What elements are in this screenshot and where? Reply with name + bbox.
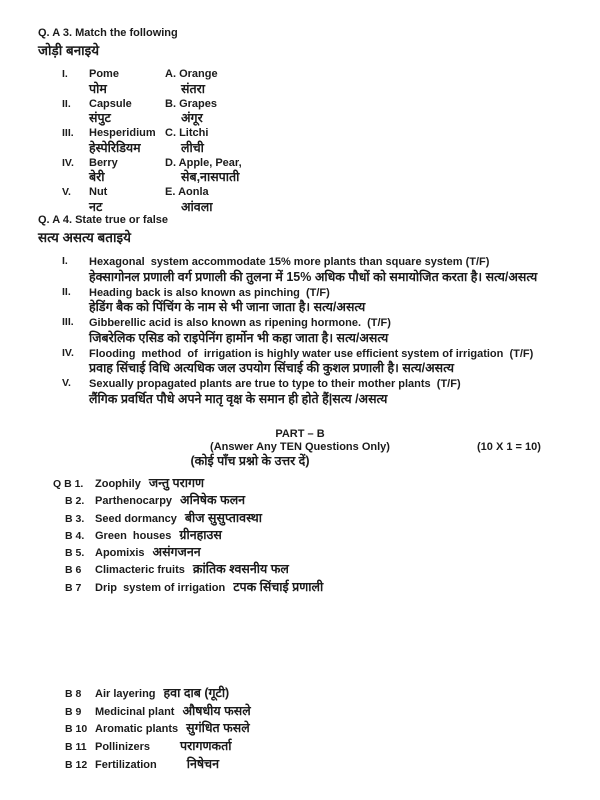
question-label: B 9 xyxy=(65,705,82,718)
tf-statement-hi: हेडिंग बैक को पिंचिंग के नाम से भी जाना जाता है। सत्य/असत्य xyxy=(89,300,366,314)
match-term xyxy=(89,157,165,185)
match-option xyxy=(165,127,242,155)
question-label: B 7 xyxy=(65,581,82,594)
question-label: B 8 xyxy=(65,688,82,700)
question-label: B 3. xyxy=(65,512,85,525)
match-option-letter: D. xyxy=(165,156,176,169)
match-option xyxy=(165,157,242,185)
match-option-letter: C. xyxy=(165,127,176,139)
match-numeral: II. xyxy=(62,97,71,110)
question-term-hi: हवा दाब (गूटी) xyxy=(163,686,230,700)
part-b-question-list-top xyxy=(53,474,323,595)
match-row xyxy=(62,68,242,96)
match-option-hi: आंवला xyxy=(181,199,213,214)
match-option xyxy=(165,68,242,96)
question-term-hi: टपक सिंचाई प्रणाली xyxy=(233,579,324,594)
match-option-letter: A. xyxy=(165,68,176,80)
question-term-hi: असंगजनन xyxy=(152,545,201,560)
match-row xyxy=(62,127,242,155)
true-false-item xyxy=(62,286,578,316)
part-b-instruction-en: (Answer Any TEN Questions Only) xyxy=(210,441,390,453)
question-term-hi: निषेचन xyxy=(186,756,220,771)
tf-text xyxy=(89,316,578,346)
question-term-hi: औषधीय फसले xyxy=(182,703,251,718)
tf-text xyxy=(89,255,578,285)
question-row xyxy=(53,755,251,773)
question-label: B 6 xyxy=(65,564,82,577)
tf-statement-hi: हेक्सागोनल प्रणाली वर्ग प्रणाली की तुलना में 15% अधिक पौधों को समायोजित करता है। सत्य/असत्य xyxy=(89,269,538,284)
match-term-en: Nut xyxy=(89,186,108,198)
question-row xyxy=(53,543,323,560)
match-term-hi: पोम xyxy=(89,81,107,96)
question-term-en: Apomixis xyxy=(95,547,145,560)
match-term-en: Capsule xyxy=(89,97,132,110)
tf-numeral: IV. xyxy=(62,346,74,359)
question-term-hi: सुगंधित फसले xyxy=(186,721,250,736)
match-term-hi: हेस्पेरिडियम xyxy=(89,140,141,155)
question-label: B 10 xyxy=(65,723,88,736)
question-term-en: Pollinizers xyxy=(95,741,151,754)
true-false-item xyxy=(62,347,578,377)
match-row xyxy=(62,98,242,126)
question-term-en: Air layering xyxy=(95,688,156,700)
match-option xyxy=(165,186,242,214)
question-term-hi: अनिषेक फलन xyxy=(180,493,246,508)
question-row xyxy=(53,560,323,577)
match-option-en: Aonla xyxy=(178,186,209,198)
question-term-en: Fertilization xyxy=(95,758,157,771)
match-option-en: Orange xyxy=(179,68,218,80)
true-false-item xyxy=(62,316,578,346)
question-label: B 12 xyxy=(65,758,88,771)
question-row xyxy=(53,491,323,508)
question-term-en: Parthenocarpy xyxy=(95,495,173,508)
question-label: B 11 xyxy=(65,741,87,754)
part-b-instruction-hi: (कोई पाँच प्रश्नो के उत्तर दें) xyxy=(190,454,310,468)
match-option-en: Litchi xyxy=(179,127,209,139)
match-option-letter: B. xyxy=(165,97,176,110)
match-term-hi: बेरी xyxy=(89,170,105,184)
tf-numeral: III. xyxy=(62,316,74,328)
tf-text xyxy=(89,377,578,407)
tf-text xyxy=(89,347,578,377)
tf-statement-en: Hexagonal system accommodate 15% more plants than square system (T/F) xyxy=(89,256,490,268)
question-term-en: Drip system of irrigation xyxy=(95,581,226,594)
question-term-en: Climacteric fruits xyxy=(95,564,185,577)
part-b-title: PART – B xyxy=(275,428,325,440)
match-term xyxy=(89,186,165,214)
question-label: B 2. xyxy=(65,495,85,508)
question-term-hi: ग्रीनहाउस xyxy=(179,527,222,542)
match-term xyxy=(89,68,165,96)
part-b-question-list-bottom xyxy=(53,684,251,772)
match-option-en: Grapes xyxy=(179,97,217,110)
qa3-heading-hindi: जोड़ी बनाइये xyxy=(38,43,100,58)
qa3-heading: Q. A 3. Match the following xyxy=(38,27,178,39)
question-term-hi: जन्तु परागण xyxy=(148,476,205,490)
match-row xyxy=(62,157,242,185)
match-term-hi: संपुट xyxy=(89,111,111,125)
match-term-en: Pome xyxy=(89,68,119,80)
match-option-hi: अंगूर xyxy=(181,111,203,125)
tf-statement-hi: जिबरेलिक एसिड को राइपेनिंग हार्मोन भी कहा जाता है। सत्य/असत्य xyxy=(89,330,389,345)
match-numeral: I. xyxy=(62,68,68,80)
question-row xyxy=(53,737,251,755)
match-option-hi: संतरा xyxy=(181,81,205,96)
tf-statement-en: Sexually propagated plants are true to type to their mother plants (T/F) xyxy=(89,378,461,390)
match-term xyxy=(89,98,165,126)
question-row xyxy=(53,578,323,595)
tf-numeral: II. xyxy=(62,285,71,298)
tf-statement-en: Heading back is also known as pinching (T/F) xyxy=(89,286,330,299)
qa4-heading-hindi: सत्य असत्य बताइये xyxy=(38,230,131,245)
question-label: B 5. xyxy=(65,547,85,560)
match-option-hi: लीची xyxy=(181,140,204,155)
match-row xyxy=(62,186,242,214)
tf-statement-en: Gibberellic acid is also known as ripening hormone. (T/F) xyxy=(89,317,391,329)
match-term-en: Berry xyxy=(89,156,118,169)
match-numeral: III. xyxy=(62,127,74,139)
question-term-hi: बीज सुसुप्तावस्था xyxy=(184,510,262,525)
part-b-marks: (10 X 1 = 10) xyxy=(477,441,541,453)
question-row xyxy=(53,474,323,491)
match-option-letter: E. xyxy=(165,186,176,198)
question-row xyxy=(53,684,251,702)
question-term-en: Green houses xyxy=(95,529,172,542)
match-term-hi: नट xyxy=(89,199,103,214)
tf-numeral: I. xyxy=(62,255,68,267)
question-row xyxy=(53,509,323,526)
match-option xyxy=(165,98,242,126)
qa4-heading: Q. A 4. State true or false xyxy=(38,214,169,226)
tf-statement-hi: लैंगिक प्रवर्धित पौधे अपने मातृ वृक्ष के समान ही होते हैं|सत्य /असत्य xyxy=(89,391,388,406)
true-false-list xyxy=(62,255,578,408)
match-term xyxy=(89,127,165,155)
tf-text xyxy=(89,286,578,316)
true-false-item xyxy=(62,255,578,285)
question-label: B 4. xyxy=(65,529,85,542)
question-row xyxy=(53,702,251,720)
tf-statement-en: Flooding method of irrigation is highly water use efficient system of irrigation (T/F) xyxy=(89,347,534,360)
question-label: Q B 1. xyxy=(53,478,84,490)
question-term-en: Medicinal plant xyxy=(95,705,175,718)
question-term-en: Seed dormancy xyxy=(95,512,177,525)
match-numeral: IV. xyxy=(62,156,74,169)
match-numeral: V. xyxy=(62,186,71,198)
question-term-en: Aromatic plants xyxy=(95,723,179,736)
question-term-hi: परागणकर्ता xyxy=(180,739,232,754)
question-row xyxy=(53,526,323,543)
match-option-hi: सेब,नासपाती xyxy=(181,170,240,184)
question-term-en: Zoophily xyxy=(95,478,141,490)
question-term-hi: क्रांतिक श्वसनीय फल xyxy=(192,562,289,577)
tf-statement-hi: प्रवाह सिंचाई विधि अत्यधिक जल उपयोग सिंचाई की कुशल प्रणाली है। सत्य/असत्य xyxy=(89,361,454,375)
true-false-item xyxy=(62,377,578,407)
tf-numeral: V. xyxy=(62,377,71,389)
match-term-en: Hesperidium xyxy=(89,127,156,139)
match-option-en: Apple, Pear, xyxy=(178,156,242,169)
match-list xyxy=(62,68,242,216)
question-row xyxy=(53,719,251,737)
